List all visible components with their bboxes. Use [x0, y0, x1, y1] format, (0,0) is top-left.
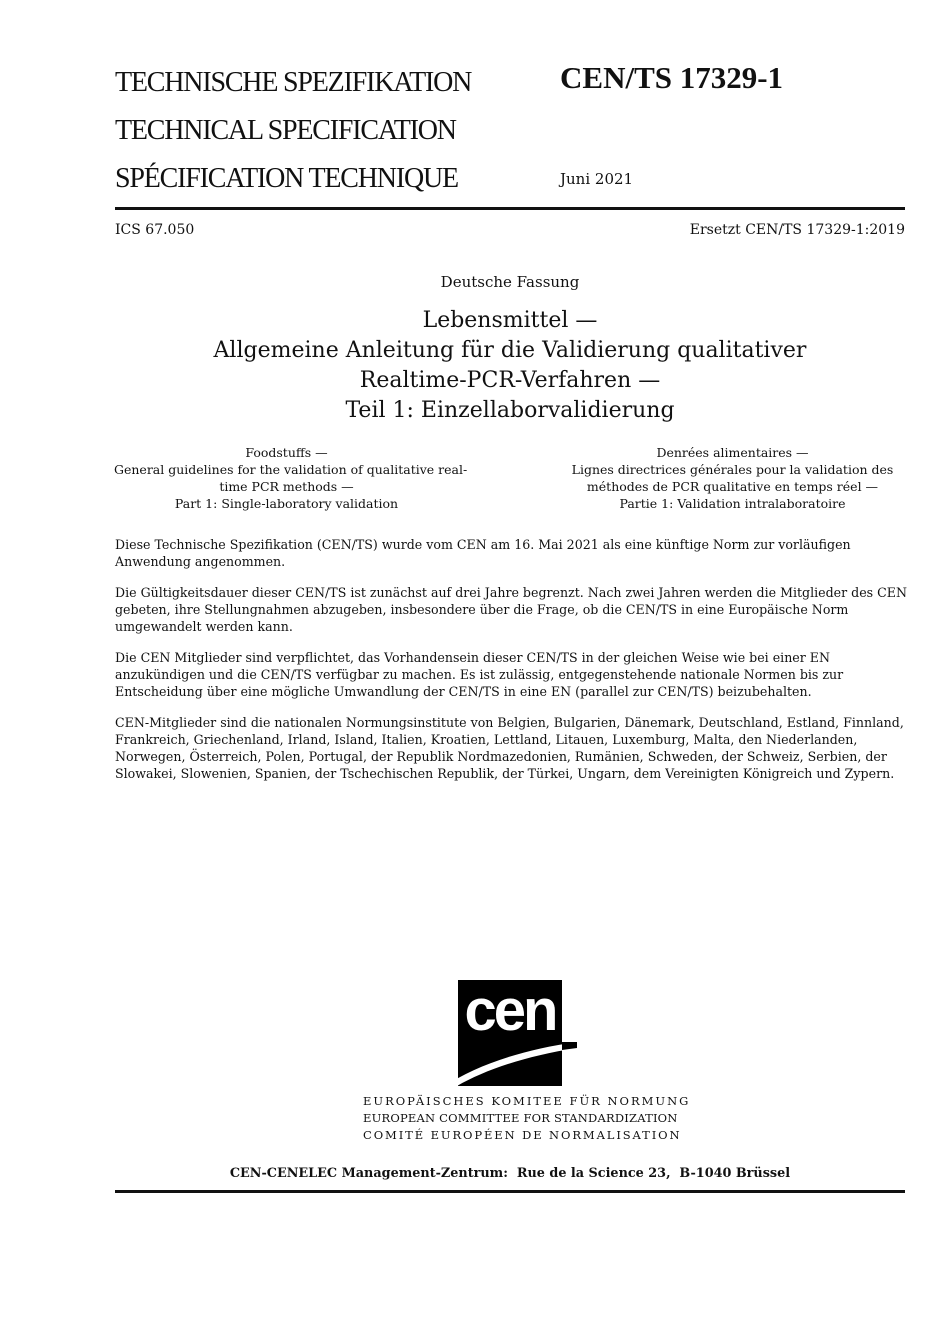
committee-english: EUROPEAN COMMITTEE FOR STANDARDIZATION: [363, 1111, 678, 1125]
title-english: [114, 444, 468, 512]
title-line: Foodstuffs —: [245, 445, 328, 460]
spec-type-german: TECHNISCHE SPEZIFIKATION: [115, 67, 472, 98]
title-line: General guidelines for the validation of qualitative real-: [114, 462, 468, 477]
title-line: Realtime-PCR-Verfahren —: [359, 368, 661, 393]
top-divider: [115, 207, 905, 210]
title-line: Part 1: Single-laboratory validation: [174, 496, 399, 511]
cen-logo-icon: [445, 980, 577, 1086]
paragraph-validity: Die Gültigkeitsdauer dieser CEN/TS ist zunächst auf drei Jahre begrenzt. Nach zwei Jahren werden die Mitglieder des CEN gebeten, ihre Stellungnahmen abzugeben, insbesondere über die Frage, ob die CEN/TS in eine Europäische Norm umgewandelt werden kann.: [115, 585, 907, 634]
ics-code: ICS 67.050: [115, 222, 195, 238]
title-line: Partie 1: Validation intralaboratoire: [619, 496, 846, 511]
title-line: méthodes de PCR qualitative en temps réel —: [586, 479, 879, 494]
version-label: Deutsche Fassung: [440, 273, 580, 291]
title-german: [115, 306, 905, 426]
title-line: Lebensmittel —: [422, 308, 598, 333]
publication-date: Juni 2021: [560, 170, 634, 188]
committee-german: EUROPÄISCHES KOMITEE FÜR NORMUNG: [363, 1094, 691, 1108]
replaces-note: Ersetzt CEN/TS 17329-1:2019: [689, 222, 905, 238]
title-french: [560, 444, 905, 512]
paragraph-adoption: Diese Technische Spezifikation (CEN/TS) wurde vom CEN am 16. Mai 2021 als eine künftige Norm zur vorläufigen Anwendung angenommen.: [115, 537, 851, 569]
paragraph-obligations: Die CEN Mitglieder sind verpflichtet, das Vorhandensein dieser CEN/TS in der gleichen Weise wie bei einer EN anzukündigen und die CEN/TS verfügbar zu machen. Es ist zulässig, entgegenstehende nationale Normen bis zur Entscheidung über eine mögliche Umwandlung der CEN/TS in eine EN (parallel zur CEN/TS) beizubehalten.: [115, 650, 844, 699]
spec-type-english: TECHNICAL SPECIFICATION: [115, 115, 456, 146]
management-centre-address: CEN-CENELEC Management-Zentrum: Rue de la Science 23, B-1040 Brüssel: [229, 1166, 791, 1181]
title-line: Lignes directrices générales pour la validation des: [571, 462, 894, 477]
document-number: CEN/TS 17329-1: [560, 60, 784, 95]
spec-type-french: SPÉCIFICATION TECHNIQUE: [115, 163, 458, 194]
bottom-divider: [115, 1190, 905, 1193]
logo-text: cen: [464, 980, 556, 1043]
title-line: time PCR methods —: [219, 479, 354, 494]
paragraph-members: CEN-Mitglieder sind die nationalen Normungsinstitute von Belgien, Bulgarien, Dänemark, Deutschland, Estland, Finnland, Frankreich, Griechenland, Irland, Island, Italien, Kroatien, Lettland, Litauen, Luxemburg, Malta, den Niederlanden, Norwegen, Österreich, Polen, Portugal, der Republik Nordmazedonien, Rumänien, Schweden, der Schweiz, Serbien, der Slowakei, Slowenien, Spanien, der Tschechischen Republik, der Türkei, Ungarn, dem Vereinigten Königreich und Zypern.: [115, 715, 904, 781]
title-line: Teil 1: Einzellaborvalidierung: [345, 398, 675, 423]
body-text: [115, 536, 910, 796]
title-line: Denrées alimentaires —: [656, 445, 809, 460]
committee-french: COMITÉ EUROPÉEN DE NORMALISATION: [363, 1128, 682, 1142]
title-line: Allgemeine Anleitung für die Validierung qualitativer: [213, 338, 807, 363]
